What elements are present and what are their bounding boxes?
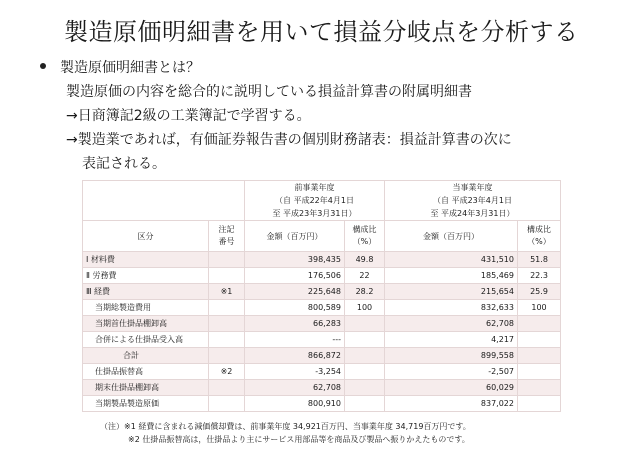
row-prev-amount: 866,872 [245,348,345,364]
row-prev-ratio [345,348,385,364]
row-prev-amount: 62,708 [245,380,345,396]
col-header-prev-amount: 金額（百万円） [245,221,345,252]
table-row [83,316,561,332]
col-header-curr-ratio: 構成比 （%） [518,221,561,252]
row-curr-ratio: 51.8 [518,252,561,268]
row-prev-ratio [345,380,385,396]
row-label: Ⅲ 経費 [83,284,209,300]
table-row [83,332,561,348]
row-curr-ratio: 22.3 [518,268,561,284]
slide-title: 製造原価明細書を用いて損益分岐点を分析する [64,18,579,46]
row-curr-ratio: 100 [518,300,561,316]
row-note: ※1 [209,284,245,300]
row-label: 当期首仕掛品棚卸高 [83,316,209,332]
table-row [83,252,561,268]
table-row [83,380,561,396]
row-label: 合併による仕掛品受入高 [83,332,209,348]
row-prev-ratio [345,332,385,348]
row-prev-ratio [345,396,385,412]
bullet-line-3: →製造業であれば，有価証券報告書の個別財務諸表：損益計算書の次に [66,132,512,148]
row-prev-amount: 225,648 [245,284,345,300]
row-prev-amount: 176,506 [245,268,345,284]
row-label: 仕掛品振替高 [83,364,209,380]
row-note [209,300,245,316]
row-curr-ratio [518,380,561,396]
row-curr-ratio [518,332,561,348]
col-header-curr-amount: 金額（百万円） [385,221,518,252]
row-prev-amount: --- [245,332,345,348]
row-prev-ratio: 49.8 [345,252,385,268]
table-row [83,284,561,300]
row-label: Ⅱ 労務費 [83,268,209,284]
row-note [209,332,245,348]
bullet-heading: 製造原価明細書とは？ [60,60,200,76]
row-label: 期末仕掛品棚卸高 [83,380,209,396]
row-curr-amount: 215,654 [385,284,518,300]
row-curr-ratio [518,316,561,332]
row-prev-amount: 398,435 [245,252,345,268]
row-note [209,348,245,364]
row-curr-amount: 60,029 [385,380,518,396]
footnote-2: ※2 仕掛品振替高は，仕掛品より主にサービス用部品等を商品及び製品へ振りかえたものです。 [128,435,470,444]
row-prev-amount: 800,589 [245,300,345,316]
row-curr-amount: 185,469 [385,268,518,284]
row-curr-ratio [518,364,561,380]
col-header-kubun: 区分 [83,221,209,252]
table-row [83,396,561,412]
row-label: 合計 [83,348,209,364]
row-note [209,268,245,284]
col-header-prev-ratio: 構成比 （%） [345,221,385,252]
bullet-dot-icon [40,63,46,69]
table-row [83,300,561,316]
row-label: Ⅰ 材料費 [83,252,209,268]
row-curr-amount: 431,510 [385,252,518,268]
row-curr-amount: 62,708 [385,316,518,332]
bullet-line-1: 製造原価の内容を総合的に説明している損益計算書の附属明細書 [66,84,472,100]
row-curr-amount: 832,633 [385,300,518,316]
row-curr-amount: 899,558 [385,348,518,364]
row-prev-amount: 800,910 [245,396,345,412]
table-row [83,348,561,364]
row-curr-amount: 4,217 [385,332,518,348]
row-prev-amount: 66,283 [245,316,345,332]
table-row [83,364,561,380]
row-note [209,380,245,396]
row-prev-ratio: 100 [345,300,385,316]
row-curr-ratio [518,396,561,412]
row-prev-ratio [345,316,385,332]
row-curr-amount: -2,507 [385,364,518,380]
row-note [209,252,245,268]
row-prev-ratio [345,364,385,380]
row-label: 当期総製造費用 [83,300,209,316]
row-prev-ratio: 28.2 [345,284,385,300]
prev-period-header: 前事業年度 （自 平成22年4月1日 至 平成23年3月31日） [245,181,385,221]
row-curr-amount: 837,022 [385,396,518,412]
row-note: ※2 [209,364,245,380]
row-curr-ratio [518,348,561,364]
row-curr-ratio: 25.9 [518,284,561,300]
header-blank [83,181,245,221]
footnote-1: （注）※1 経費に含まれる減価償却費は、前事業年度 34,921百万円、当事業年度 34,719百万円です。 [100,422,471,431]
bullet-line-2: →日商簿記2級の工業簿記で学習する。 [66,108,311,124]
row-note [209,316,245,332]
manufacturing-cost-table [82,180,560,412]
row-prev-ratio: 22 [345,268,385,284]
bullet-line-4: 表記される。 [82,156,166,172]
footnotes [100,420,471,446]
row-note [209,396,245,412]
bullet-item [40,57,200,77]
curr-period-header: 当事業年度 （自 平成23年4月1日 至 平成24年3月31日） [385,181,561,221]
col-header-note: 注記 番号 [209,221,245,252]
row-prev-amount: -3,254 [245,364,345,380]
row-label: 当期製品製造原価 [83,396,209,412]
table-row [83,268,561,284]
